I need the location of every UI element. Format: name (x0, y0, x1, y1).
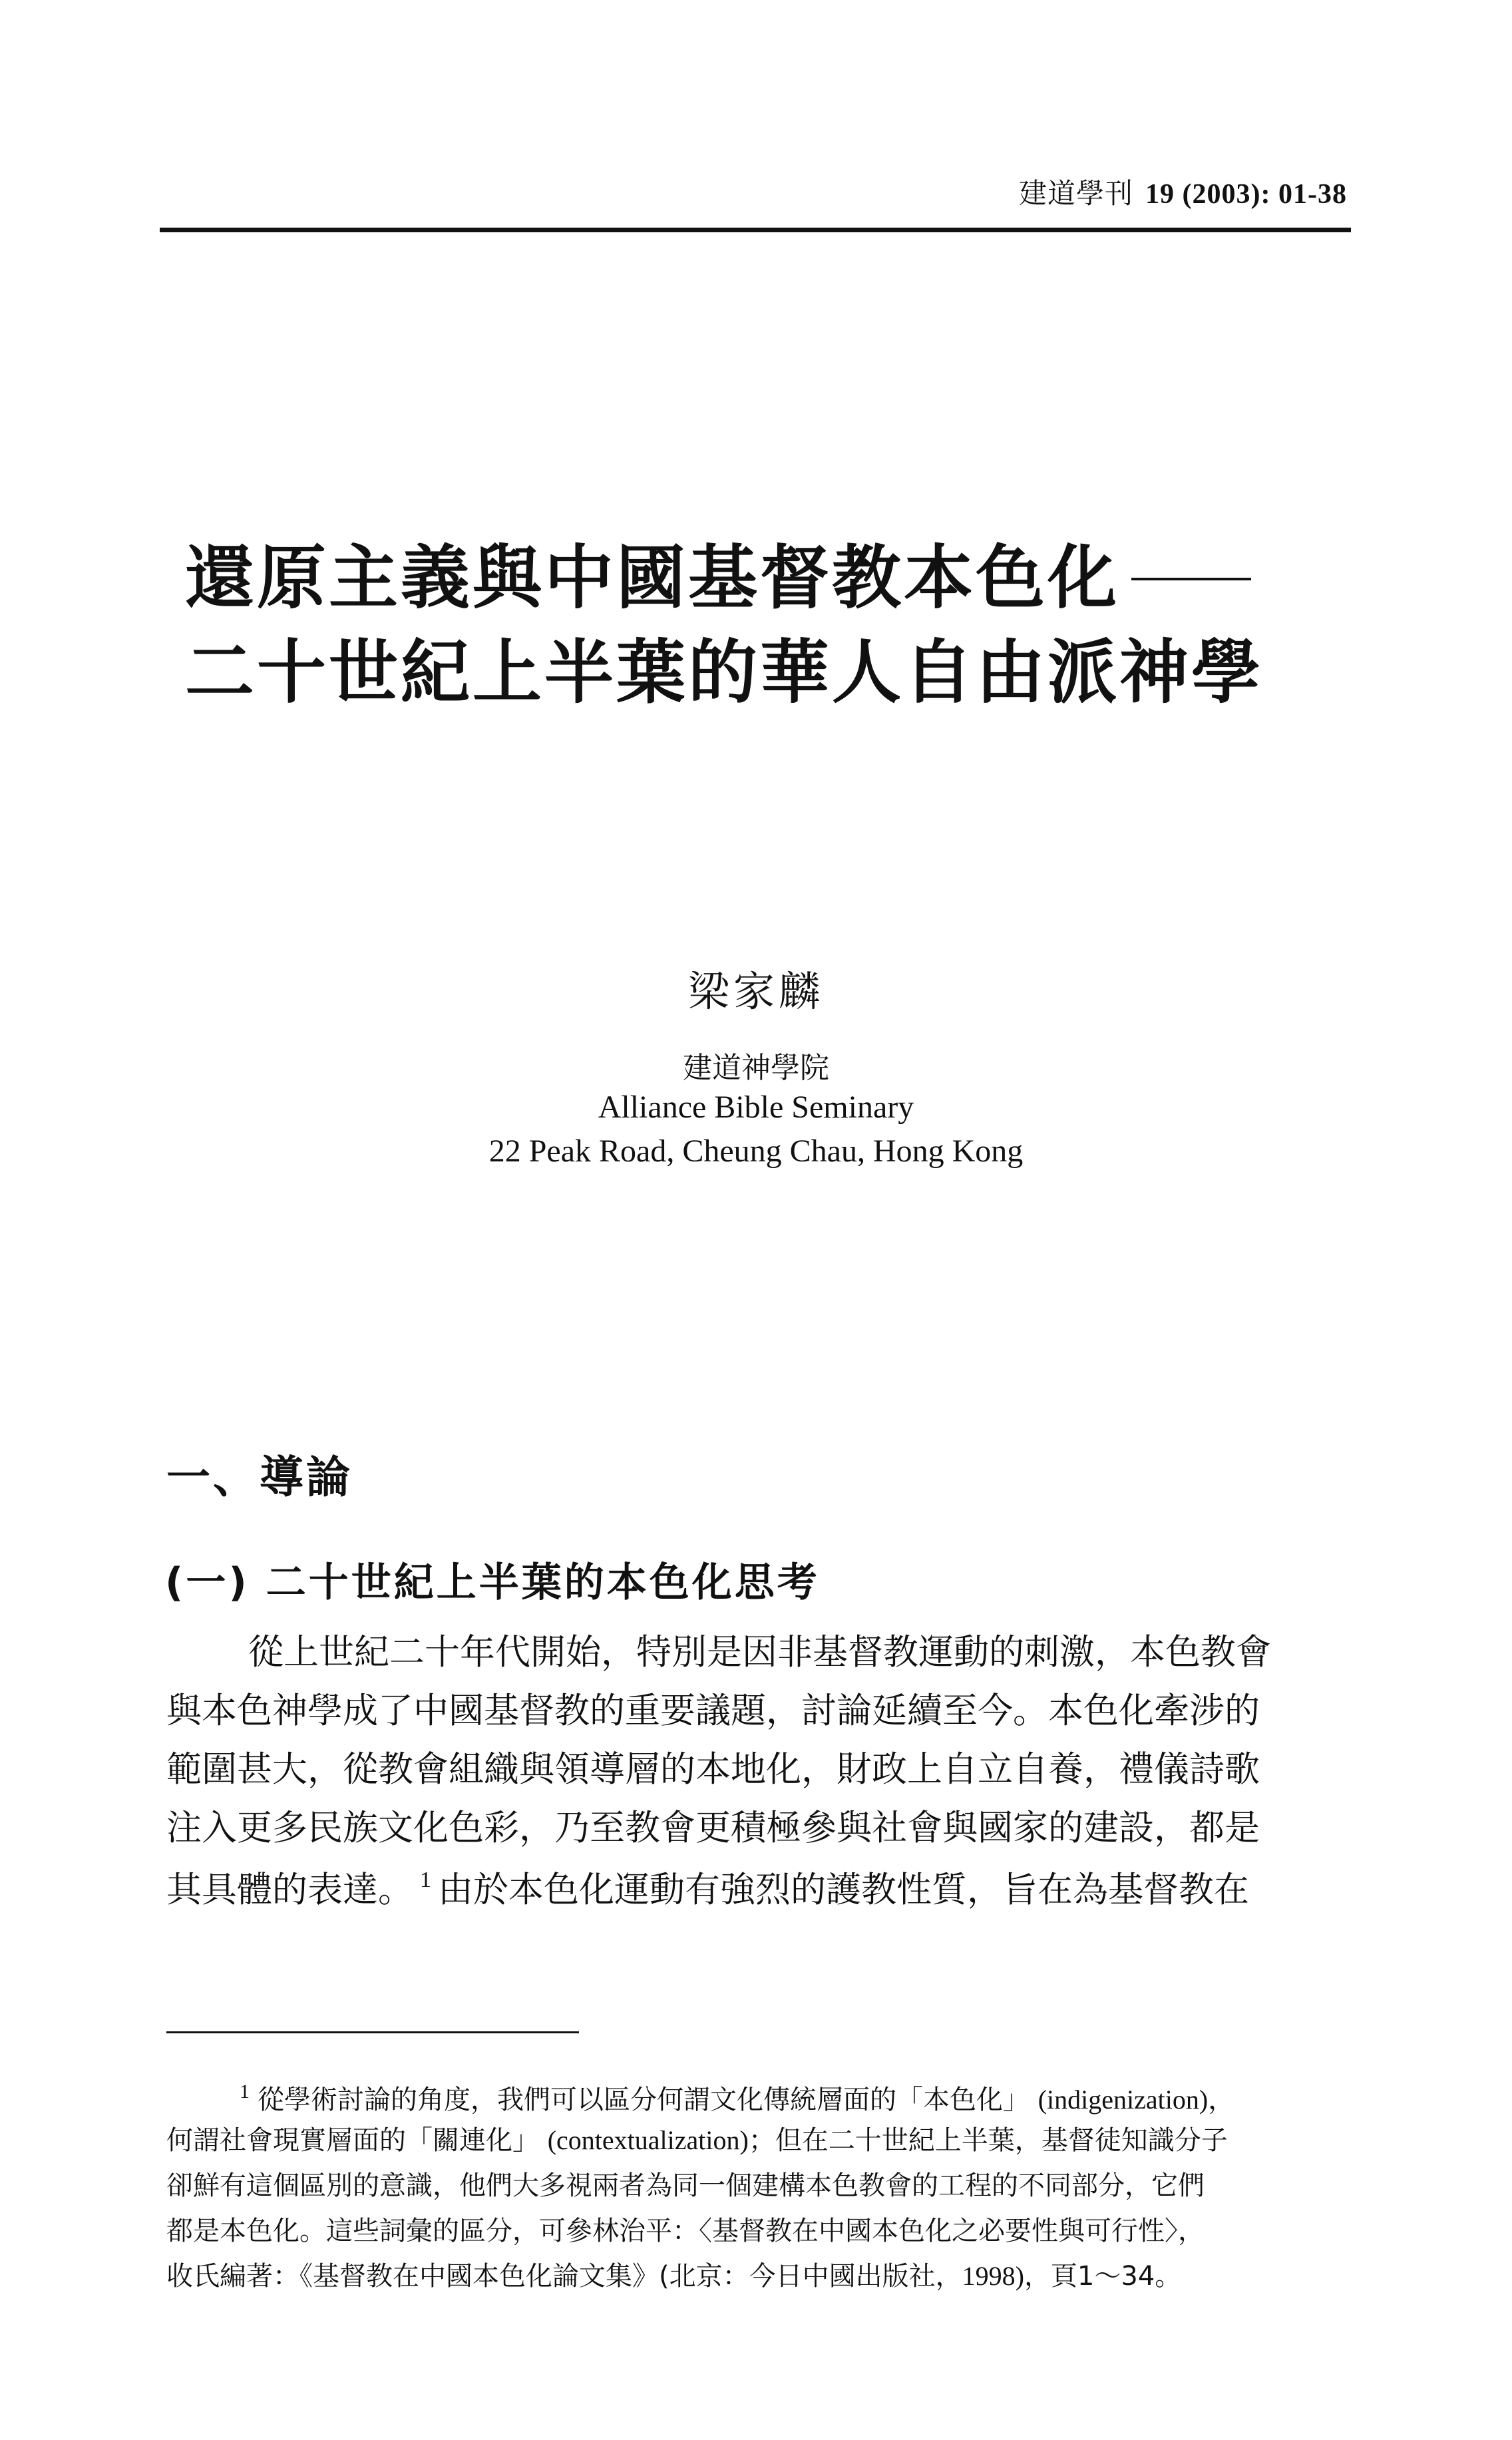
footnote-number: 1 (240, 2081, 250, 2103)
affiliation-chinese: 建道神學院 (683, 1051, 829, 1085)
article-title-line-2: 二十世紀上半葉的華人自由派神學 (185, 632, 1264, 713)
footnote-line-3: 卻鮮有這個區別的意識，他們大多視兩者為同一個建構本色教會的工程的不同部分，它們 (166, 2170, 1205, 2201)
footnote-line-2-end: ；但在二十世紀上半葉，基督徒知識分子 (748, 2125, 1228, 2156)
footnote-line-5-text: 收氏編著：《基督教在中國本色化論文集》(北京：今日中國出版社， (166, 2261, 962, 2292)
footnote-line-4: 都是本色化。這些詞彙的區分，可參林治平：〈基督教在中國本色化之必要性與可行性〉， (166, 2216, 1205, 2246)
running-header (1019, 172, 1347, 212)
footnote-line-5 (166, 2263, 1181, 2290)
section-heading: 一、導論 (166, 1452, 353, 1503)
footnote-line-2 (166, 2127, 1228, 2154)
journal-volume: 19 (2003): 01-38 (1145, 179, 1347, 210)
header-rule (160, 228, 1351, 232)
body-line-1: 從上世紀二十年代開始，特別是因非基督教運動的刺激，本色教會 (248, 1632, 1271, 1673)
article-title-line-1 (185, 537, 1330, 618)
affiliation-address: 22 Peak Road, Cheung Chau, Hong Kong (488, 1133, 1024, 1169)
affiliation-english: Alliance Bible Seminary (598, 1090, 914, 1125)
body-line-5-end: 由於本色化運動有強烈的護教性質，旨在為基督教在 (438, 1870, 1249, 1910)
footnote-line-5-en: 1998) (962, 2261, 1024, 2291)
footnote-line-1-en: (indigenization)， (1038, 2085, 1235, 2115)
title-text-1: 還原主義與中國基督教本色化 (185, 537, 1120, 618)
body-line-5-start: 其具體的表達。 (166, 1870, 413, 1910)
body-line-4: 注入更多民族文化色彩，乃至教會更積極參與社會與國家的建設，都是 (166, 1808, 1260, 1848)
footnote-line-2-en: (contextualization) (547, 2125, 749, 2155)
body-line-2: 與本色神學成了中國基督教的重要議題，討論延續至今。本色化牽涉的 (166, 1691, 1260, 1731)
footnote-line-2-text: 何謂社會現實層面的「關連化」 (166, 2125, 539, 2156)
subsection-heading: (一) 二十世紀上半葉的本色化思考 (165, 1559, 820, 1606)
body-line-3: 範圍甚大，從教會組織與領導層的本地化，財政上自立自養，禮儀詩歌 (166, 1749, 1260, 1790)
title-dash (1131, 578, 1251, 580)
footnote-line-1 (240, 2082, 1234, 2113)
journal-name: 建道學刊 (1019, 177, 1134, 210)
footnote-ref: 1 (420, 1868, 431, 1892)
author-name: 梁家麟 (687, 967, 824, 1016)
footnote-line-1-text: 從學術討論的角度，我們可以區分何謂文化傳統層面的「本色化」 (258, 2085, 1030, 2115)
footnote-rule (166, 2031, 579, 2033)
footnote-line-5-end: ，頁1～34。 (1024, 2261, 1182, 2292)
body-line-5 (166, 1869, 1249, 1908)
